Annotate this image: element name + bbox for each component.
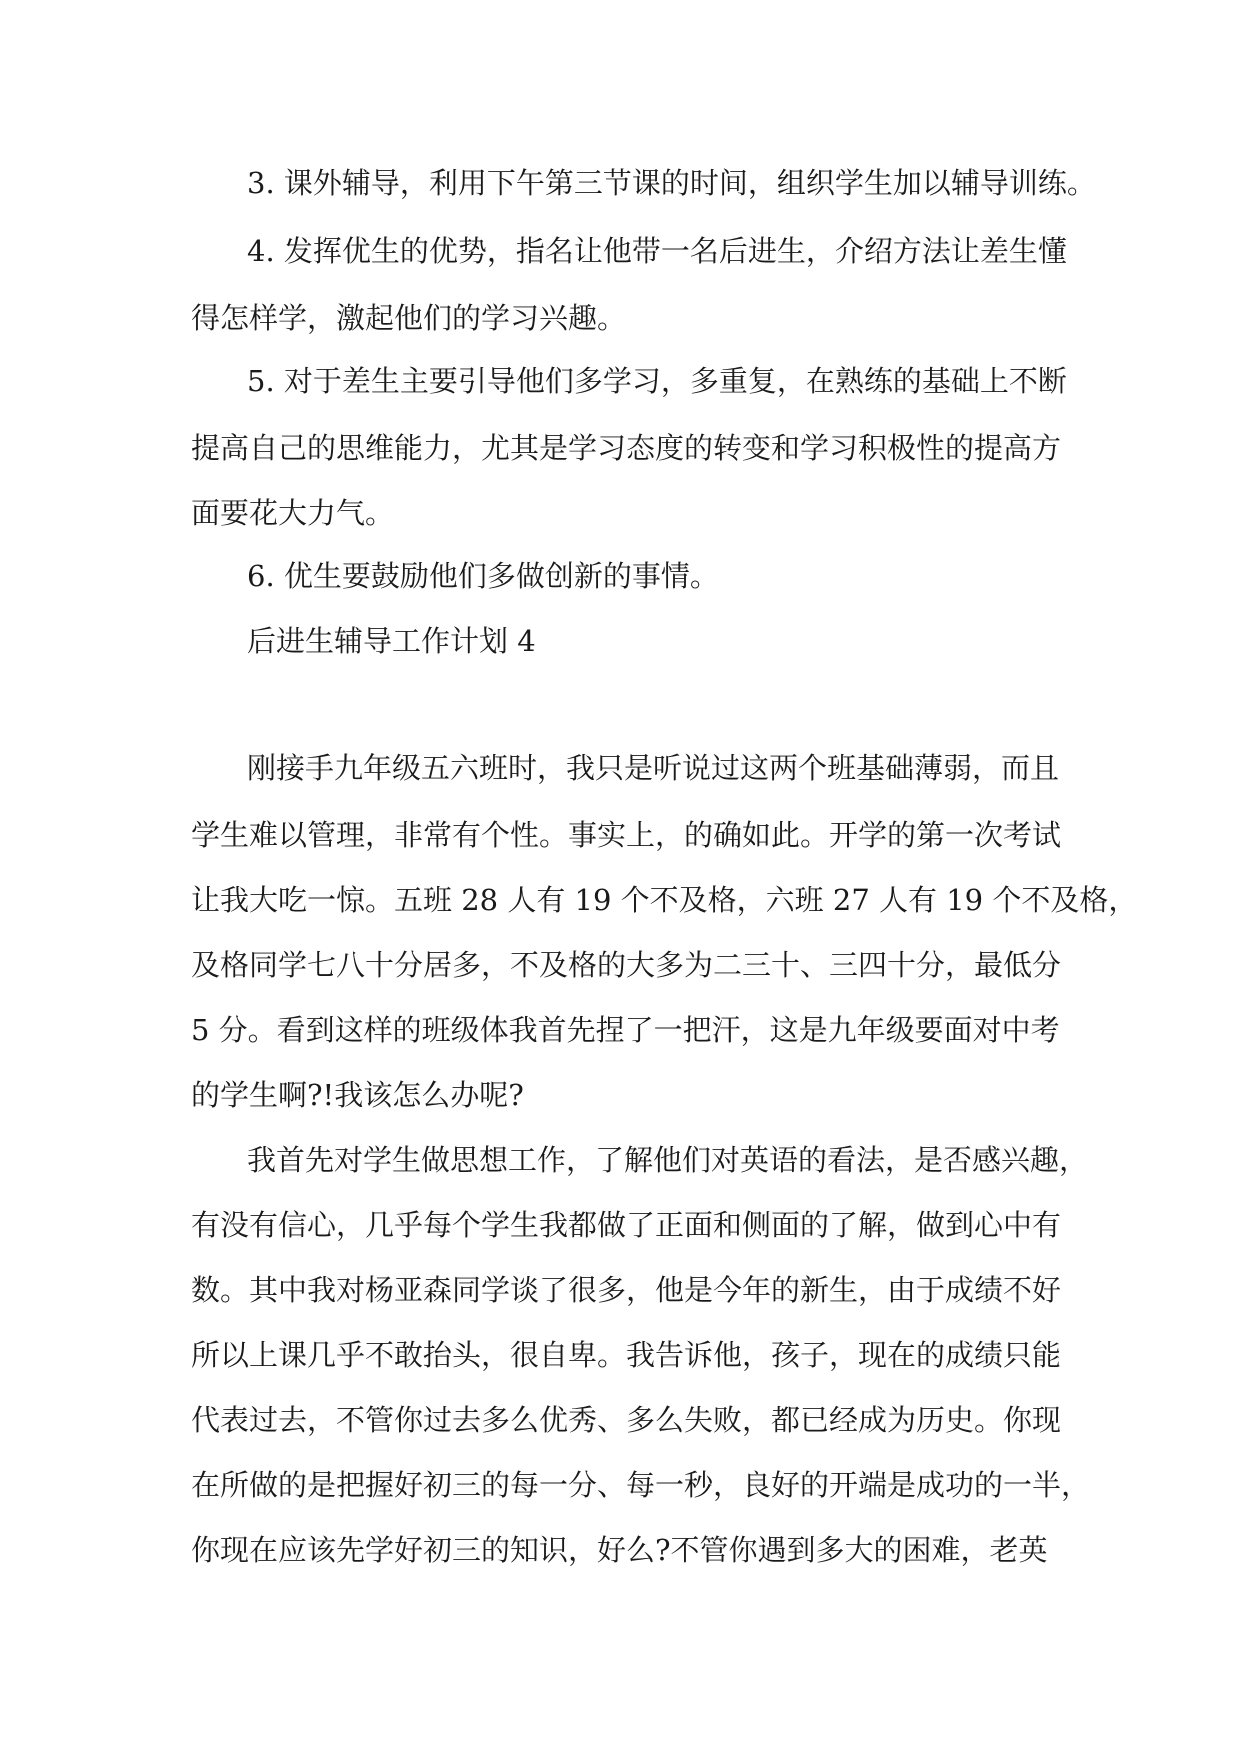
text-line: 学生难以管理，非常有个性。事实上，的确如此。开学的第一次考试 — [191, 818, 1062, 852]
text-line: 你现在应该先学好初三的知识，好么?不管你遇到多大的困难，老英 — [191, 1533, 1048, 1567]
text-line: 3. 课外辅导，利用下午第三节课的时间，组织学生加以辅导训练。 — [247, 166, 1096, 200]
text-line: 在所做的是把握好初三的每一分、每一秒，良好的开端是成功的一半， — [191, 1468, 1091, 1502]
text-line: 得怎样学，激起他们的学习兴趣。 — [191, 301, 627, 335]
text-line: 提高自己的思维能力，尤其是学习态度的转变和学习积极性的提高方 — [191, 431, 1062, 465]
text-line: 的学生啊?!我该怎么办呢? — [191, 1078, 524, 1112]
text-line: 刚接手九年级五六班时，我只是听说过这两个班基础薄弱，而且 — [247, 751, 1060, 785]
text-line: 所以上课几乎不敢抬头，很自卑。我告诉他，孩子，现在的成绩只能 — [191, 1338, 1062, 1372]
text-line: 让我大吃一惊。五班 28 人有 19 个不及格，六班 27 人有 19 个不及格， — [191, 883, 1138, 917]
text-line: 5 分。看到这样的班级体我首先捏了一把汗，这是九年级要面对中考 — [191, 1013, 1060, 1047]
text-line: 有没有信心，几乎每个学生我都做了正面和侧面的了解，做到心中有 — [191, 1208, 1062, 1242]
text-line: 5. 对于差生主要引导他们多学习，多重复，在熟练的基础上不断 — [247, 364, 1067, 398]
text-line: 代表过去，不管你过去多么优秀、多么失败，都已经成为历史。你现 — [191, 1403, 1062, 1437]
text-line: 面要花大力气。 — [191, 496, 395, 530]
text-line: 数。其中我对杨亚森同学谈了很多，他是今年的新生，由于成绩不好 — [191, 1273, 1062, 1307]
text-line: 4. 发挥优生的优势，指名让他带一名后进生，介绍方法让差生懂 — [247, 234, 1067, 268]
text-line: 我首先对学生做思想工作，了解他们对英语的看法，是否感兴趣， — [247, 1143, 1089, 1177]
text-line: 及格同学七八十分居多，不及格的大多为二三十、三四十分，最低分 — [191, 948, 1062, 982]
section-heading: 后进生辅导工作计划 4 — [247, 624, 536, 658]
text-line: 6. 优生要鼓励他们多做创新的事情。 — [247, 559, 719, 593]
